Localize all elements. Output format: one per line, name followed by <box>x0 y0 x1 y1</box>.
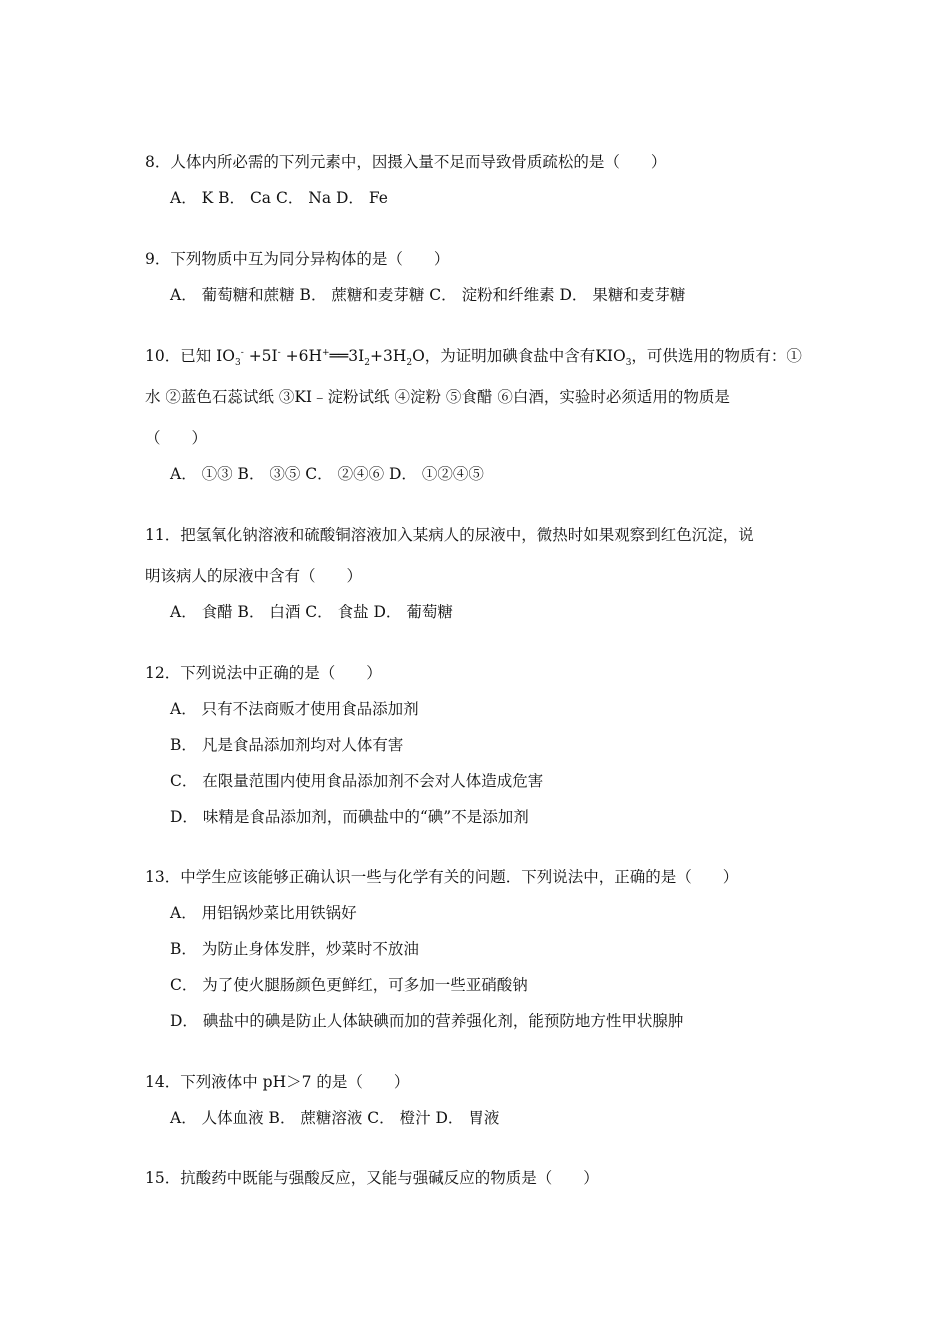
q10-stem-text: ，可供选用的物质有：① <box>631 347 802 365</box>
q13-stem: 13．中学生应该能够正确认识一些与化学有关的问题．下列说法中，正确的是（ ） <box>145 868 739 886</box>
q8-options: A． K B． Ca C． Na D． Fe <box>170 189 388 207</box>
q13-option-c: C． 为了使火腿肠颜色更鲜红，可多加一些亚硝酸钠 <box>170 976 528 994</box>
q10-stem-line2: 水 ②蓝色石蕊试纸 ③KI﹣淀粉试纸 ④淀粉 ⑤食醋 ⑥白酒，实验时必须适用的物质是 <box>145 388 730 406</box>
q12-option-c: C． 在限量范围内使用食品添加剂不会对人体造成危害 <box>170 772 544 790</box>
q12-stem: 12．下列说法中正确的是（ ） <box>145 664 382 682</box>
q12-option-b: B． 凡是食品添加剂均对人体有害 <box>170 736 404 754</box>
q13-option-d: D． 碘盐中的碘是防止人体缺碘而加的营养强化剂，能预防地方性甲状腺肿 <box>170 1012 684 1030</box>
q11-options: A． 食醋 B． 白酒 C． 食盐 D． 葡萄糖 <box>170 603 453 621</box>
q10-options: A． ①③ B． ③⑤ C． ②④⑥ D． ①②④⑤ <box>170 465 484 483</box>
q14-options: A． 人体血液 B． 蔗糖溶液 C． 橙汁 D． 胃液 <box>170 1109 500 1127</box>
superscript: + <box>322 347 330 358</box>
q10-stem-text: +6H <box>280 347 323 365</box>
q13-option-b: B． 为防止身体发胖，炒菜时不放油 <box>170 940 419 958</box>
q10-stem-text: ══3I <box>329 347 365 365</box>
q10-stem-text: +5I <box>243 347 278 365</box>
q12-option-d: D． 味精是食品添加剂，而碘盐中的“碘”不是添加剂 <box>170 808 529 826</box>
q9-stem: 9．下列物质中互为同分异构体的是（ ） <box>145 250 450 268</box>
q8-stem: 8．人体内所必需的下列元素中，因摄入量不足而导致骨质疏松的是（ ） <box>145 153 667 171</box>
q10-stem-line3: （ ） <box>145 429 208 447</box>
q10-stem <box>145 346 802 369</box>
q9-options: A． 葡萄糖和蔗糖 B． 蔗糖和麦芽糖 C． 淀粉和纤维素 D． 果糖和麦芽糖 <box>170 286 686 304</box>
superscript: - <box>240 347 244 358</box>
q12-option-a: A． 只有不法商贩才使用食品添加剂 <box>170 700 419 718</box>
subscript: 2 <box>364 358 370 369</box>
q10-stem-text: O，为证明加碘食盐中含有KIO <box>412 347 626 365</box>
q11-stem-line2: 明该病人的尿液中含有（ ） <box>145 567 363 585</box>
q10-stem-text: 10．已知 IO <box>145 347 235 365</box>
q15-stem: 15．抗酸药中既能与强酸反应，又能与强碱反应的物质是（ ） <box>145 1169 599 1187</box>
q13-option-a: A． 用铝锅炒菜比用铁锅好 <box>170 904 357 922</box>
superscript: - <box>277 347 281 358</box>
q10-stem-text: +3H <box>369 347 407 365</box>
subscript: 3 <box>234 358 241 369</box>
subscript: 3 <box>625 358 632 369</box>
q11-stem: 11．把氢氧化钠溶液和硫酸铜溶液加入某病人的尿液中，微热时如果观察到红色沉淀，说 <box>145 526 754 544</box>
q14-stem: 14．下列液体中 pH＞7 的是（ ） <box>145 1073 410 1091</box>
subscript: 2 <box>406 358 413 369</box>
